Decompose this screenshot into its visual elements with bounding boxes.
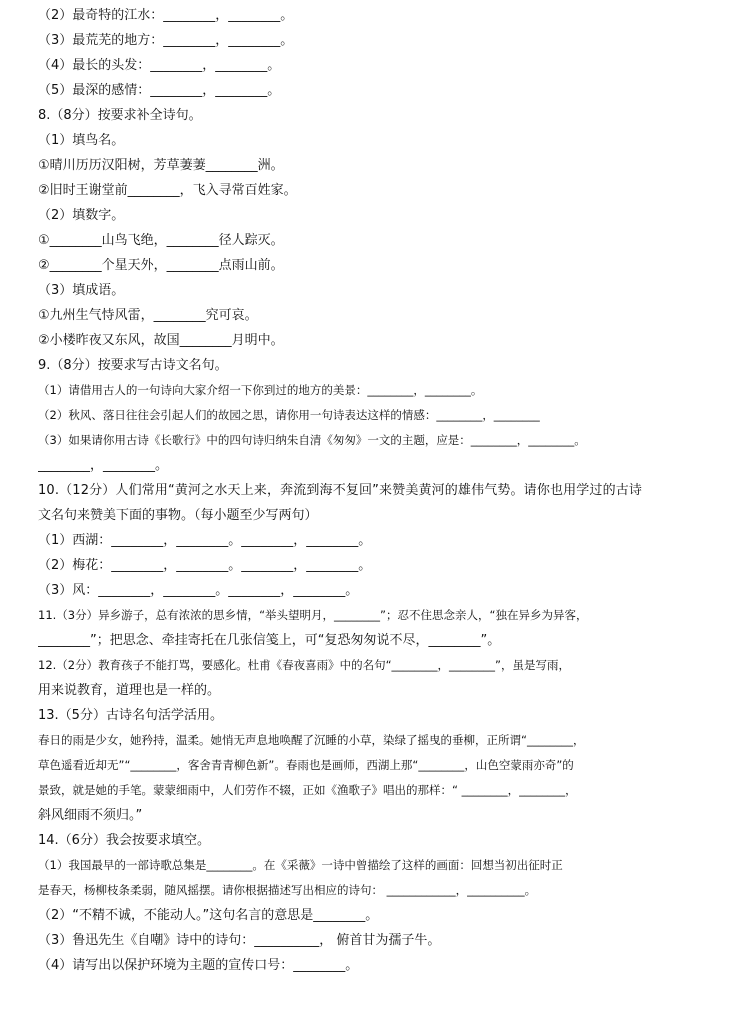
q10-item-1: （1）西湖：________，________。________，________。 (38, 533, 372, 548)
q7-item-4: （4）最长的头发：________，________。 (38, 58, 281, 73)
q9-item-2: （2）秋风、落日往往会引起人们的故园之思，请你用一句诗表达这样的情感：________，________ (38, 408, 540, 422)
q9-heading: 9.（8分）按要求写古诗文名句。 (38, 358, 228, 373)
q8-part-2-line-1: ①________山鸟飞绝，________径人踪灭。 (38, 233, 284, 248)
q8-part-1-line-1: ①晴川历历汉阳树，芳草萋萋________洲。 (38, 158, 284, 173)
q14-item-1: （1）我国最早的一部诗歌总集是________。在《采薇》一诗中曾描绘了这样的画面：回想当初出征时正 (38, 858, 563, 872)
q9-item-3: （3）如果请你用古诗《长歌行》中的四句诗归纳朱自清《匆匆》一文的主题，应是：________，________。 (38, 433, 586, 447)
q9-item-3-cont: ________，________。 (38, 458, 169, 473)
q8-part-2: （2）填数字。 (38, 208, 125, 223)
q13-heading: 13.（5分）古诗名句活学活用。 (38, 708, 223, 723)
q8-part-3-line-1: ①九州生气恃风雷，________究可哀。 (38, 308, 258, 323)
q11-text: 11.（3分）异乡游子，总有浓浓的思乡情，“举头望明月，________”；忍不住思念亲人，“独在异乡为异客， (38, 608, 588, 622)
q9-item-1: （1）请借用古人的一句诗向大家介绍一下你到过的地方的美景：________，________。 (38, 383, 483, 397)
q14-item-1-cont: 是春天，杨柳枝条柔弱，随风摇摆。请你根据描述写出相应的诗句： ____________，__________。 (38, 883, 537, 897)
q7-item-2: （2）最奇特的江水：________，________。 (38, 8, 294, 23)
q14-item-3: （3）鲁迅先生《自嘲》诗中的诗句：__________， 俯首甘为孺子牛。 (38, 933, 441, 948)
q8-heading: 8.（8分）按要求补全诗句。 (38, 108, 202, 123)
q8-part-3-line-2: ②小楼昨夜又东风，故国________月明中。 (38, 333, 284, 348)
q14-item-2: （2）“不精不诚，不能动人。”这句名言的意思是________。 (38, 908, 379, 923)
q13-passage-line-2: 草色遥看近却无”“________，客舍青青柳色新”。春雨也是画师，西湖上那“________，山色空蒙雨亦奇”的 (38, 758, 574, 772)
q12-text-cont: 用来说教育，道理也是一样的。 (38, 683, 221, 698)
q10-heading-cont: 文名句来赞美下面的事物。（每小题至少写两句） (38, 508, 318, 523)
q12-text: 12.（2分）教育孩子不能打骂，要感化。杜甫《春夜喜雨》中的名句“________，________”，虽是写雨， (38, 658, 571, 672)
q13-passage-line-4: 斜风细雨不须归。” (38, 808, 143, 823)
q8-part-1-line-2: ②旧时王谢堂前________，飞入寻常百姓家。 (38, 183, 297, 198)
q14-heading: 14.（6分）我会按要求填空。 (38, 833, 210, 848)
exam-sheet (38, 3, 698, 978)
q8-part-2-line-2: ②________个星天外，________点雨山前。 (38, 258, 284, 273)
q13-passage-line-1: 春日的雨是少女，她矜持，温柔。她悄无声息地唤醒了沉睡的小草，染绿了摇曳的垂柳，正所谓“________， (38, 733, 585, 747)
q14-item-4: （4）请写出以保护环境为主题的宣传口号：________。 (38, 958, 359, 973)
q10-item-3: （3）风：________，________。________，________。 (38, 583, 359, 598)
q7-item-5: （5）最深的感情：________，________。 (38, 83, 281, 98)
q11-text-cont: ________”；把思念、牵挂寄托在几张信笺上，可“复恐匆匆说不尽，________”。 (38, 633, 501, 648)
q8-part-1: （1）填鸟名。 (38, 133, 125, 148)
q13-passage-line-3: 景致，就是她的手笔。蒙蒙细雨中，人们劳作不辍，正如《渔歌子》唱出的那样：“ ________，________， (38, 783, 577, 797)
q8-part-3: （3）填成语。 (38, 283, 125, 298)
q7-item-3: （3）最荒芜的地方：________，________。 (38, 33, 294, 48)
q10-item-2: （2）梅花：________，________。________，________。 (38, 558, 372, 573)
q10-heading: 10.（12分）人们常用“黄河之水天上来，奔流到海不复回”来赞美黄河的雄伟气势。请你也用学过的古诗 (38, 483, 643, 498)
